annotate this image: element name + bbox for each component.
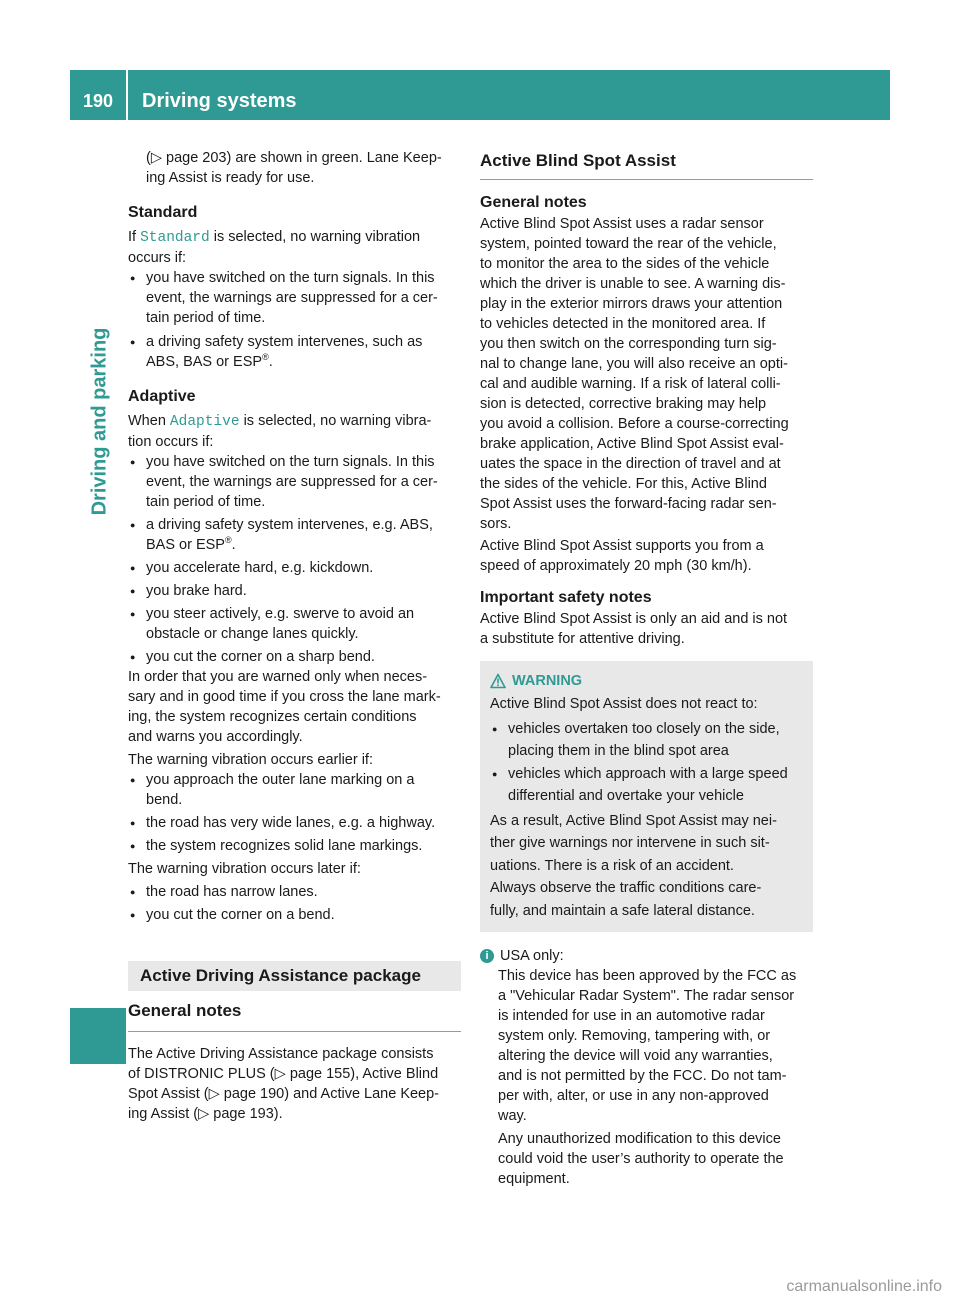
text-line: could void the user’s authority to operate the [498,1151,784,1167]
text-line: of DISTRONIC PLUS (▷ page 155), Active Blind [128,1066,439,1082]
text-line: fully, and maintain a safe lateral distance. [490,902,755,919]
info-note [480,946,813,1189]
list-item [490,763,803,808]
standard-heading: Standard [128,204,198,221]
list-item [490,718,803,763]
adaptive-heading: Adaptive [128,388,196,405]
text-line: Spot Assist uses the forward-facing radar sen- [480,496,777,512]
text-line: As a result, Active Blind Spot Assist may nei- [490,812,777,829]
text-line: (▷ page 203) are shown in green. Lane Keep- [146,150,442,166]
text-line: tain period of time. [146,494,266,510]
text-line: ● vehicles overtaken too closely on the side, [508,720,780,737]
list-item [128,268,461,328]
text-line: play in the exterior mirrors draws your attention [480,296,783,312]
safety-heading: Important safety notes [480,589,652,606]
list-item [128,515,461,555]
text-line: The Active Driving Assistance package consists [128,1046,434,1062]
text-line: equipment. [498,1171,570,1187]
safety-paragraph [480,609,813,649]
text-line: cal and audible warning. If a risk of lateral colli- [480,376,781,392]
list-item: ● you cut the corner on a sharp bend. [128,647,461,667]
warning-header [490,671,803,691]
text-line: you avoid a collision. Before a course-correcting [480,416,789,432]
list-item: ● you brake hard. [128,581,461,601]
text-line: a "Vehicular Radar System". The radar sensor [498,988,795,1004]
general-notes-paragraph [480,214,813,534]
warning-label: WARNING [512,673,583,689]
text-line: and warns you accordingly. [128,729,303,745]
general-notes-heading: General notes [480,194,587,211]
text-line: uates the space in the direction of travel and at [480,456,781,472]
text-span: . [231,537,236,553]
standard-code: Standard [140,230,210,246]
text-line: Active Blind Spot Assist uses a radar sensor [480,216,764,232]
text-line: bend. [146,792,183,808]
warning-box [480,661,813,932]
page-title: Driving systems [142,90,297,112]
later-heading: The warning vibration occurs later if: [128,861,361,877]
text-line: ing Assist (▷ page 193). [128,1106,283,1122]
list-item [128,452,461,512]
info-paragraph [480,966,813,1189]
text-line: system, pointed toward the rear of the vehicle, [480,236,777,252]
text-line: to monitor the area to the sides of the vehicle [480,256,770,272]
intro-paragraph [128,148,461,188]
adaptive-bullet-list [128,452,461,667]
list-item [128,770,461,810]
watermark: carmanualsonline.info [786,1278,942,1295]
text-line: ing, the system recognizes certain conditions [128,709,417,725]
later-bullet-list [128,882,461,925]
text-line: ● a driving safety system intervenes, such as [146,334,423,350]
list-item [128,332,461,372]
earlier-bullet-list [128,770,461,856]
text-line: ● a driving safety system intervenes, e.g. ABS, [146,517,433,533]
text-line: occurs if: [128,250,187,266]
adaptive-code: Adaptive [169,414,240,430]
text-line: nal to change lane, you will also receive an opti- [480,356,788,372]
text-line: you then switch on the corresponding turn sig- [480,336,777,352]
text-span: BAS or ESP [146,537,225,553]
header-divider [126,70,128,120]
text-span: If [128,229,141,245]
text-line: tain period of time. [146,310,266,326]
warning-result-paragraph [490,810,803,878]
side-thumb-tab [70,1008,126,1064]
standard-bullet-list [128,268,461,372]
info-label: USA only: [500,948,564,964]
text-span: ABS, BAS or ESP [146,354,263,370]
list-item: ● the road has very wide lanes, e.g. a highway. [128,813,461,833]
text-line: and is not permitted by the FCC. Do not tam- [498,1068,787,1084]
package-subtitle: General notes [128,999,461,1032]
text-line: speed of approximately 20 mph (30 km/h). [480,558,752,574]
text-line [146,535,461,555]
list-item: ● you cut the corner on a bend. [128,905,461,925]
list-item [128,604,461,644]
info-header [480,946,813,966]
text-span: . [268,354,273,370]
package-paragraph [128,1044,461,1124]
text-line: differential and overtake your vehicle [508,788,744,804]
standard-intro [128,227,461,248]
text-line: placing them in the blind spot area [508,743,729,759]
section-title: Active Blind Spot Assist [480,148,813,180]
text-line: ● you have switched on the turn signals. In this [146,270,435,286]
text-line: ther give warnings nor intervene in such sit- [490,835,770,851]
text-line: Active Blind Spot Assist is only an aid and is not [480,611,788,627]
package-title: Active Driving Assistance package [140,966,421,985]
text-line: system only. Removing, tampering with, or [498,1028,771,1044]
text-line: to vehicles detected in the monitored area. If [480,316,766,332]
list-item: ● you accelerate hard, e.g. kickdown. [128,558,461,578]
text-line: event, the warnings are suppressed for a cer- [146,474,438,490]
text-line: a substitute for attentive driving. [480,631,685,647]
text-line: ing Assist is ready for use. [146,170,315,186]
text-line: way. [498,1108,527,1124]
info-icon: i [480,949,494,963]
text-span: When [128,413,170,429]
warning-intro: Active Blind Spot Assist does not react to: [490,696,758,712]
text-line: brake application, Active Blind Spot Assist eval- [480,436,784,452]
warning-bullet-list [490,718,803,808]
text-line: uations. There is a risk of an accident. [490,857,734,874]
warning-observe-paragraph [490,877,803,922]
text-line: tion occurs if: [128,434,214,450]
text-line: Spot Assist (▷ page 190) and Active Lane Keep- [128,1086,440,1102]
text-line: ● you have switched on the turn signals. In this [146,454,435,470]
warning-conditions-paragraph [128,667,461,747]
text-line: In order that you are warned only when neces- [128,669,428,685]
text-line: is intended for use in an automotive radar [498,1008,765,1024]
text-line: sion is detected, corrective braking may help [480,396,767,412]
text-line: which the driver is unable to see. A warning dis- [480,276,786,292]
section-title-band [128,961,461,991]
text-line [146,352,461,372]
text-line: obstacle or change lanes quickly. [146,626,359,642]
text-line: ● you approach the outer lane marking on a [146,772,415,788]
left-column [128,148,461,1124]
list-item: ● the road has narrow lanes. [128,882,461,902]
side-section-label: Driving and parking [88,327,111,516]
text-line: per with, alter, or use in any non-approved [498,1088,769,1104]
registered-mark: ® [224,535,232,546]
text-line: altering the device will void any warranties, [498,1048,773,1064]
page-number: 190 [82,91,114,111]
text-line: ● you steer actively, e.g. swerve to avoid an [146,606,415,622]
warning-triangle-icon [490,673,506,689]
text-line: event, the warnings are suppressed for a cer- [146,290,438,306]
text-span: is selected, no warning vibration [209,229,421,245]
text-line: sors. [480,516,512,532]
right-column [480,148,813,1189]
text-line: ● vehicles which approach with a large speed [508,765,788,782]
text-line: the sides of the vehicle. For this, Active Blind [480,476,767,492]
text-line: Any unauthorized modification to this device [498,1131,781,1147]
text-span: is selected, no warning vibra- [239,413,432,429]
text-line: Active Blind Spot Assist supports you from a [480,538,764,554]
text-line: Always observe the traffic conditions care- [490,880,762,896]
text-line: This device has been approved by the FCC as [498,968,797,984]
adaptive-intro [128,411,461,432]
registered-mark: ® [262,352,269,363]
earlier-heading: The warning vibration occurs earlier if: [128,752,373,768]
text-line: sary and in good time if you cross the lane mark- [128,689,441,705]
list-item: ● the system recognizes solid lane markings. [128,836,461,856]
speed-paragraph [480,536,813,576]
